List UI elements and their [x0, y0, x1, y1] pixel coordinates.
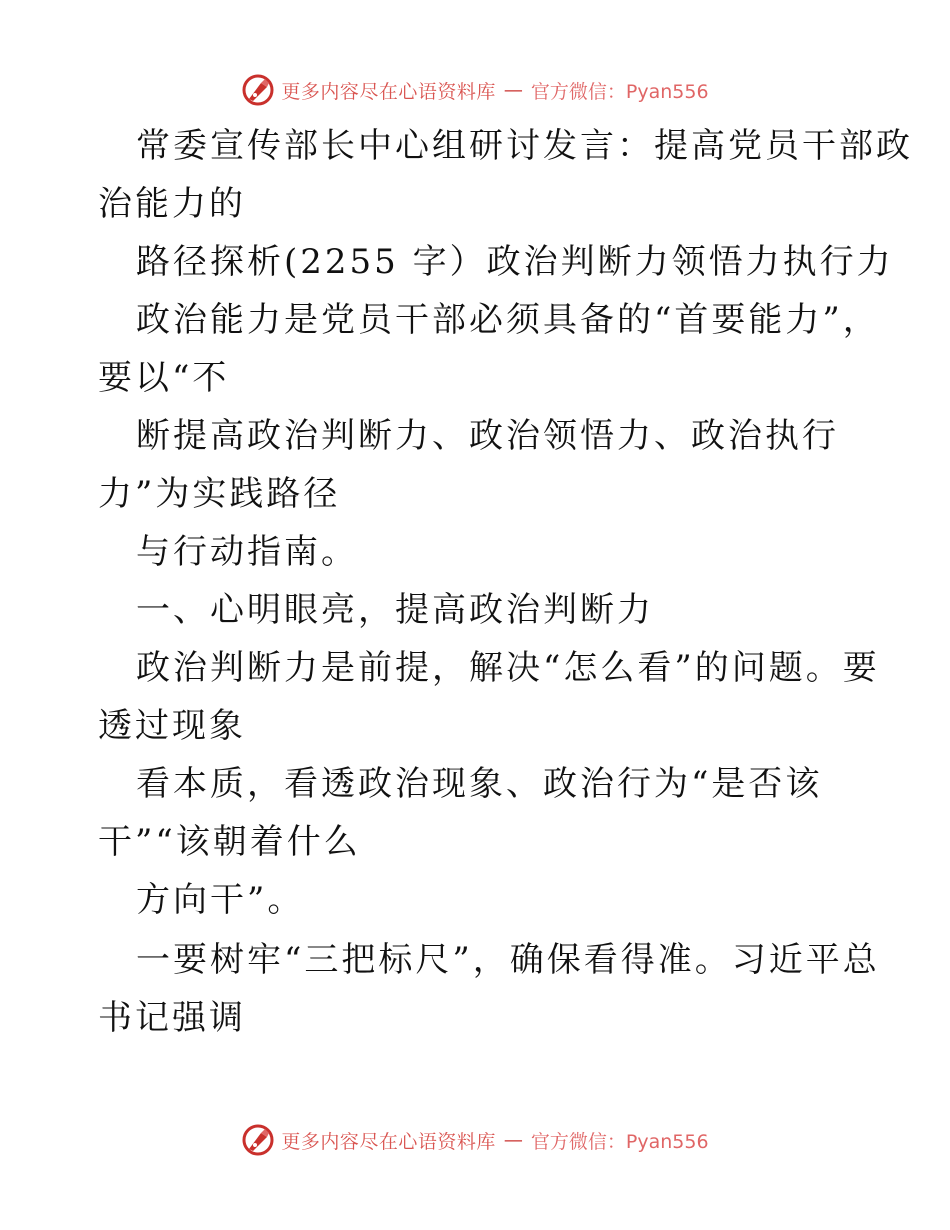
- pen-nib-logo-icon: [241, 1123, 275, 1157]
- paragraph-line: 力”为实践路径: [98, 474, 341, 514]
- watermark-wechat-label: 官方微信：Pyan556: [530, 80, 709, 103]
- paragraph-line: 政治能力是党员干部必须具备的“首要能力”，: [136, 300, 880, 340]
- paragraph-line: 政治判断力是前提，解决“怎么看”的问题。要: [136, 648, 880, 688]
- watermark-text: 更多内容尽在心语资料库: [281, 80, 496, 103]
- paragraph-line: 方向干”。: [136, 880, 305, 920]
- section-heading: 一、心明眼亮，提高政治判断力: [136, 590, 654, 630]
- paragraph-line: 一要树牢“三把标尺”，确保看得准。习近平总: [136, 940, 880, 980]
- paragraph-line: 要以“不: [98, 358, 230, 398]
- paragraph-line: 干”“该朝着什么: [98, 822, 361, 862]
- document-title-line: 常委宣传部长中心组研讨发言：提高党员干部政: [136, 126, 913, 166]
- paragraph-line: 透过现象: [98, 706, 246, 746]
- document-title-line: 路径探析(2255 字）政治判断力领悟力执行力: [136, 242, 894, 282]
- watermark-text: 更多内容尽在心语资料库: [281, 1130, 496, 1153]
- paragraph-line: 断提高政治判断力、政治领悟力、政治执行: [136, 416, 839, 456]
- watermark-group: [241, 1123, 708, 1157]
- document-title-line: 治能力的: [98, 184, 246, 224]
- watermark-separator: —: [503, 79, 523, 101]
- paragraph-line: 书记强调: [98, 998, 246, 1038]
- paragraph-line: 与行动指南。: [136, 532, 358, 572]
- watermark-wechat-label: 官方微信：Pyan556: [530, 1130, 709, 1153]
- paragraph-line: 看本质，看透政治现象、政治行为“是否该: [136, 764, 823, 804]
- footer-watermark: [0, 1120, 950, 1160]
- watermark-separator: —: [503, 1129, 523, 1151]
